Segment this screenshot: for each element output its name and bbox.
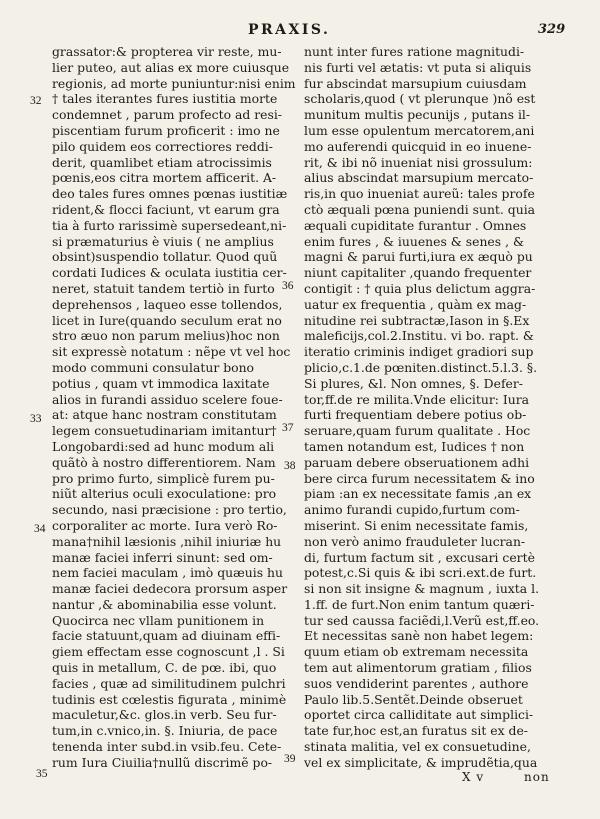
right-column-line: nis furti vel ætatis: vt puta si aliquis — [304, 59, 532, 75]
right-column-line: munitum multis pecunijs , putans il- — [304, 107, 531, 123]
left-column-line: regionis, ad morte puniuntur:nisi enim — [52, 75, 296, 91]
right-column-line: nunt inter fures ratione magnitudi- — [304, 44, 525, 59]
left-column-line: cordati Iudices & oculata iustitia cer- — [52, 265, 287, 281]
right-column-line: maleficijs,col.2.Institu. vi bo. rapt. & — [304, 328, 534, 344]
right-column-line: rit, & ibi nõ inueniat nisi grossulum: — [304, 154, 533, 170]
margin-note-37: 37 — [282, 422, 294, 434]
left-column-line: derit, quamlibet etiam atrocissimis — [52, 154, 272, 170]
signature-mark: X v — [462, 770, 485, 784]
left-column-line: tenenda inter subd.in vsib.feu. Cete- — [52, 739, 282, 755]
left-column-line: pro primo furto, simplicè furem pu- — [52, 470, 275, 486]
right-column-line: tur sed caussa faciẽdi,l.Verũ est,ff.eo. — [304, 612, 540, 628]
margin-note-38: 38 — [284, 460, 296, 472]
left-column-line: facies , quæ ad similitudinem pulchri — [52, 675, 286, 691]
right-column-line: æquali cupiditate furantur . Omnes — [304, 217, 527, 233]
right-column-line: iteratio criminis indiget gradiori sup — [304, 344, 534, 360]
right-column-line: bere circa furum necessitatem & ino — [304, 470, 535, 486]
right-column-line: paruam debere obseruationem adhi — [304, 454, 530, 470]
right-column-line: nitudine rei subtractæ,Iason in §.Ex — [304, 312, 530, 328]
right-column-line: potest,c.Si quis & ibi scri.ext.de furt. — [304, 565, 537, 581]
right-column-line: tor,ff.de re milita.Vnde elicitur: Iura — [304, 391, 530, 407]
right-column-line: alius abscindat marsupium mercato- — [304, 170, 534, 186]
left-column-line: tudinis est cœlestis figurata , minimè — [52, 691, 287, 707]
catchword: non — [524, 770, 550, 784]
left-column-line: tia à furto rarissimè supersedeant,ni- — [52, 217, 287, 233]
margin-note-33: 33 — [30, 413, 42, 425]
left-column-line: † tales iterantes fures iustitia morte — [52, 91, 278, 107]
left-column-line: neret, statuit tandem tertiò in furto — [52, 280, 275, 296]
right-column-line: magni & parui furti,iura ex æquò pu — [304, 249, 533, 265]
left-column-line: nantur ,& abominabilia esse volunt. — [52, 596, 277, 612]
running-title: PRAXIS. — [248, 22, 331, 38]
left-column-line: secundo, nasi præcisione : pro tertio, — [52, 502, 287, 518]
margin-note-35: 35 — [36, 768, 48, 780]
left-column-line: modo communi consulatur bono — [52, 359, 255, 375]
left-column-line: deprehensos , laqueo esse tollendos, — [52, 296, 283, 312]
page-header — [0, 22, 600, 42]
left-column-line: quis in metallum, C. de pœ. ibi, quo — [52, 660, 277, 676]
right-column-line: ctò æquali pœna puniendi sunt. quia — [304, 201, 536, 217]
left-column-line: deo tales fures omnes pœnas iustitiæ — [52, 186, 288, 202]
left-column-line: legem consuetudinariam imitantur† — [52, 423, 277, 439]
right-column-line: vel ex simplicitate, & imprudẽtia,qua — [304, 754, 538, 770]
right-column-line: plicio,c.1.de pœniten.distinct.5.l.3. §. — [304, 359, 538, 375]
right-column-line: di, furtum factum sit , excusari certè — [304, 549, 535, 565]
margin-note-34: 34 — [34, 523, 46, 535]
left-column-line: sit expressè notatum : nẽpe vt vel hoc — [52, 344, 291, 360]
left-column — [52, 44, 302, 771]
left-column-line: niũt alterius oculi exoculatione: pro — [52, 486, 277, 502]
right-column-line: mo auferendi quicquid in eo inuene- — [304, 138, 532, 154]
right-column-line: animo furandi cupido,furtum com- — [304, 502, 520, 518]
margin-note-32: 32 — [30, 95, 42, 107]
right-column-line: suos vendiderint parentes , authore — [304, 675, 529, 691]
left-column-line: quãtò à nostro differentiorem. Nam — [52, 454, 276, 470]
left-column-line: pœnis,eos citra mortem afficerit. A- — [52, 170, 277, 186]
left-column-line: at: atque hanc nostram constitutam — [52, 407, 277, 423]
right-column-line: quum etiam ob extremam necessita — [304, 644, 529, 660]
right-column-line: tamen notandum est, Iudices † non — [304, 438, 525, 454]
left-column-line: lier puteo, aut alias ex more cuiusque — [52, 59, 290, 75]
right-column-line: non verò animo frauduleter lucran- — [304, 533, 526, 549]
left-column-line: manæ faciei dedecora prorsum asper — [52, 581, 288, 597]
right-column-line: Si plures, &l. Non omnes, §. Defer- — [304, 375, 523, 391]
right-column-line: furti frequentiam debere potius ob- — [304, 407, 527, 423]
left-column-line: obsint)suspendio tollatur. Quod quũ — [52, 249, 278, 265]
left-column-line: mana†nihil læsionis ,nihil iniuriæ hu — [52, 533, 282, 549]
left-column-line: stro æuo non parum melius)hoc non — [52, 328, 280, 344]
left-column-line: manæ faciei inferri sinunt: sed om- — [52, 549, 273, 565]
right-column — [304, 44, 554, 771]
left-column-line: rident,& flocci faciunt, vt earum gra — [52, 201, 280, 217]
left-column-line: rum Iura Ciuilia†nullũ discrimẽ po- — [52, 754, 273, 770]
left-column-line: grassator:& propterea vir reste, mu- — [52, 44, 282, 59]
right-column-line: oportet circa calliditate aut simplici- — [304, 707, 534, 723]
left-column-line: nem faciei maculam , imò quæuis hu — [52, 565, 283, 581]
right-column-line: piam :an ex necessitate famis ,an ex — [304, 486, 532, 502]
right-column-line: stinata malitia, vel ex consuetudine, — [304, 739, 531, 755]
right-column-line: lum esse opulentum mercatorem,ani — [304, 122, 535, 138]
left-column-line: maculetur,&c. glos.in verb. Seu fur- — [52, 707, 277, 723]
page-number: 329 — [538, 22, 566, 37]
margin-note-36: 36 — [282, 280, 294, 292]
left-column-line: Quocirca nec vllam punitionem in — [52, 612, 265, 628]
right-column-line: contigit : † quia plus delictum aggra- — [304, 280, 536, 296]
right-column-line: 1.ff. de furt.Non enim tantum quæri- — [304, 596, 535, 612]
right-column-line: enim fures , & iuuenes & senes , & — [304, 233, 524, 249]
right-column-line: Paulo lib.5.Sentẽt.Deinde obseruet — [304, 691, 523, 707]
left-column-line: giem effectam esse cognoscunt ,l . Si — [52, 644, 285, 660]
right-column-line: tem aut alimentorum gratiam , filios — [304, 660, 532, 676]
right-column-line: miserint. Si enim necessitate famis, — [304, 517, 529, 533]
left-column-line: facie statuunt,quam ad diuinam effi- — [52, 628, 281, 644]
right-column-line: seruare,quam furum qualitate . Hoc — [304, 423, 531, 439]
left-column-line: condemnet , parum profecto ad resi- — [52, 107, 282, 123]
left-column-line: pilo quidem eos correctiores reddi- — [52, 138, 273, 154]
left-column-line: piscentiam furum proficerit : imo ne — [52, 122, 280, 138]
right-column-line: si non sit insigne & magnum , iuxta l. — [304, 581, 540, 597]
left-column-line: corporaliter ac morte. Iura verò Ro- — [52, 517, 278, 533]
right-column-line: Et necessitas sanè non habet legem: — [304, 628, 534, 644]
right-column-line: ris,in quo inueniat aureũ: tales profe — [304, 186, 535, 202]
left-column-line: potius , quam vt immodica laxitate — [52, 375, 270, 391]
left-column-line: tum,in c.vnico,in. §. Iniuria, de pace — [52, 723, 278, 739]
left-column-line: alios in furandi assiduo scelere foue- — [52, 391, 283, 407]
left-column-line: Longobardi:sed ad hunc modum ali — [52, 438, 275, 454]
right-column-line: uatur ex frequentia , quàm ex mag- — [304, 296, 527, 312]
margin-note-39: 39 — [284, 753, 296, 765]
right-column-line: niunt capitaliter ,quando frequenter — [304, 265, 532, 281]
left-column-line: si præmaturius è viuis ( ne amplius — [52, 233, 274, 249]
right-column-line: scholaris,quod ( vt plerunque )nõ est — [304, 91, 536, 107]
right-column-line: tate fur,hoc est,an furatus sit ex de- — [304, 723, 528, 739]
left-column-line: licet in Iure(quando seculum erat no — [52, 312, 282, 328]
right-column-line: fur abscindat marsupium cuiusdam — [304, 75, 527, 91]
